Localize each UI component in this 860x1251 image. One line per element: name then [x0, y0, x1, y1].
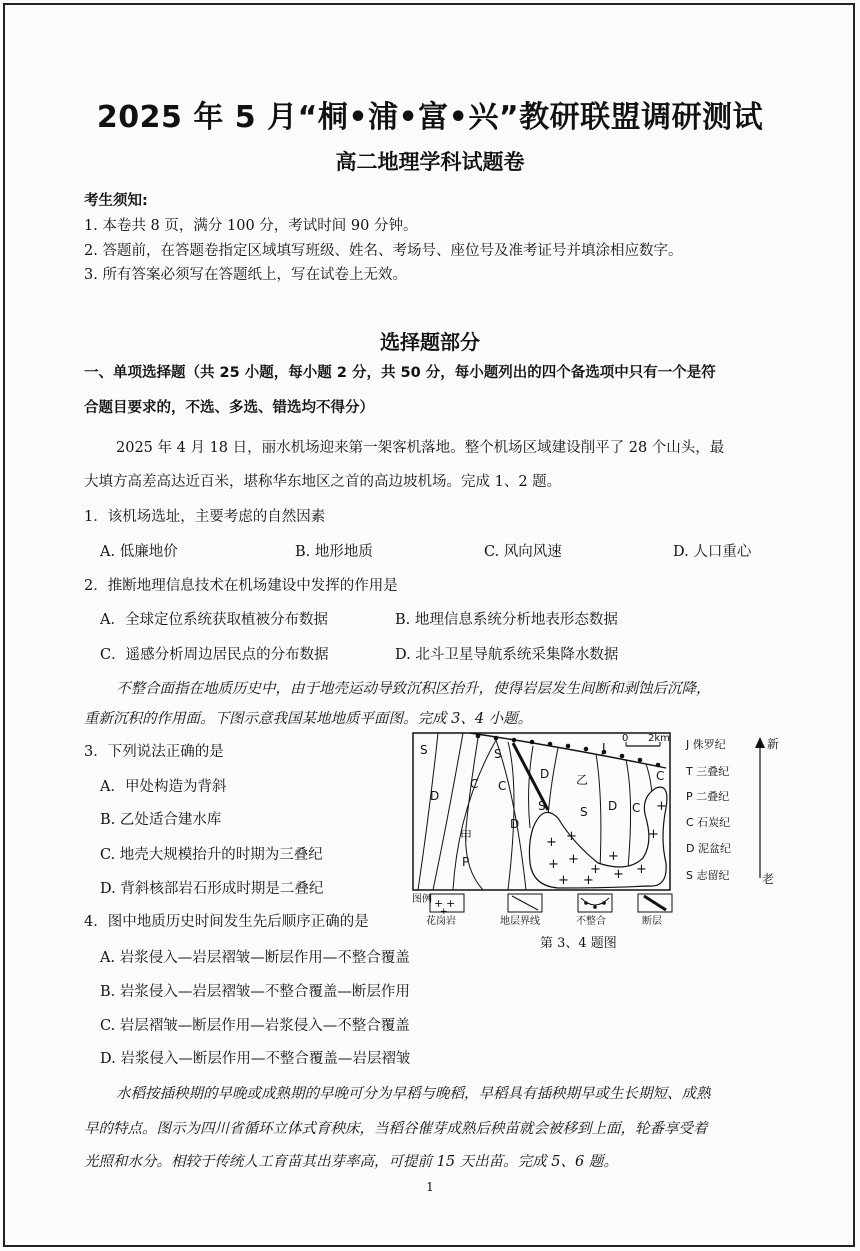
strata-legend — [685, 737, 779, 886]
page-number: 1 — [426, 1180, 434, 1194]
q4-option-b: B. 岩浆侵入—岩层褶皱—不整合覆盖—断层作用 — [100, 984, 410, 1000]
q2-option-b: B. 地理信息系统分析地表形态数据 — [395, 612, 618, 628]
svg-text:+: + — [608, 849, 619, 864]
svg-text:+: + — [546, 835, 557, 850]
passage3-line: 光照和水分。相较于传统人工育苗其出芽率高，可提前 15 天出苗。完成 5、6 题。 — [84, 1154, 618, 1170]
part1-instructions: 一、单项选择题（共 25 小题，每小题 2 分，共 50 分，每小题列出的四个备选项中只有一个是符 — [84, 365, 716, 381]
q4-option-c: C. 岩层褶皱—断层作用—岩浆侵入—不整合覆盖 — [100, 1018, 410, 1034]
area-label: D — [540, 767, 550, 781]
new-label: 新 — [767, 737, 780, 751]
notice-heading: 考生须知: — [84, 193, 148, 209]
geologic-map-figure — [408, 728, 788, 953]
q2-option-c: C．遥感分析周边居民点的分布数据 — [100, 647, 329, 663]
q3-option-c: C. 地壳大规模抬升的时期为三叠纪 — [100, 847, 323, 863]
stratum-label: J 侏罗纪 — [686, 738, 726, 751]
notice-item: 3. 所有答案必须写在答题纸上，写在试卷上无效。 — [84, 267, 407, 283]
passage2-line: 不整合面指在地质历史中，由于地壳运动导致沉积区抬升，使得岩层发生间断和剥蚀后沉降， — [116, 681, 711, 697]
stratum-label: P 二叠纪 — [686, 790, 730, 803]
area-label: 甲 — [460, 829, 473, 843]
svg-text:+: + — [440, 907, 448, 917]
svg-text:+: + — [648, 827, 659, 842]
part1-instructions-cont: 合题目要求的，不选、多选、错选均不得分） — [84, 400, 374, 416]
legend-title: 图例 — [412, 894, 432, 905]
area-label: D — [430, 789, 440, 803]
svg-text:+: + — [568, 852, 579, 867]
scale-zero: 0 — [622, 733, 629, 744]
q2-option-d: D. 北斗卫星导航系统采集降水数据 — [395, 647, 619, 663]
svg-text:+: + — [656, 799, 667, 814]
scale-bar — [622, 733, 670, 746]
area-label: C — [470, 777, 479, 791]
stratum-label: S 志留纪 — [686, 869, 730, 882]
stratum-label: T 三叠纪 — [686, 765, 730, 778]
passage1-line: 2025 年 4 月 18 日，丽水机场迎来第一架客机落地。整个机场区域建设削平了 28 个山头，最 — [116, 440, 725, 456]
svg-text:+: + — [613, 867, 624, 882]
area-label: J — [602, 741, 606, 755]
q1-option-c: C. 风向风速 — [484, 544, 562, 560]
area-label: P — [462, 855, 470, 869]
legend-fault: 断层 — [642, 916, 662, 927]
legend-boundary: 地层界线 — [500, 916, 540, 927]
figure-caption: 第 3、4 题图 — [540, 936, 617, 951]
q2-option-a: A．全球定位系统获取植被分布数据 — [100, 612, 328, 628]
exam-subtitle: 高二地理学科试题卷 — [335, 150, 525, 174]
map-legend — [412, 892, 672, 927]
q4-stem: 4．图中地质历史时间发生先后顺序正确的是 — [84, 914, 369, 930]
legend-granite: 花岗岩 — [426, 916, 456, 927]
svg-text:+: + — [548, 857, 559, 872]
area-label: S — [538, 799, 546, 813]
q3-option-a: A．甲处构造为背斜 — [100, 779, 227, 795]
passage3-line: 早的特点。图示为四川省循环立体式育秧床，当稻谷催芽成熟后秧苗就会被移到上面，轮番享受着 — [84, 1121, 708, 1137]
map-area — [413, 733, 670, 890]
q3-option-b: B. 乙处适合建水库 — [100, 812, 222, 828]
area-label: 乙 — [576, 773, 589, 787]
notice-item: 1. 本卷共 8 页，满分 100 分，考试时间 90 分钟。 — [84, 218, 418, 234]
q1-option-d: D. 人口重心 — [673, 544, 752, 560]
area-label: S — [580, 805, 588, 819]
q1-stem: 1．该机场选址，主要考虑的自然因素 — [84, 509, 326, 525]
svg-text:+: + — [566, 829, 577, 844]
area-label: S — [494, 747, 502, 761]
svg-text:+: + — [434, 897, 444, 910]
area-label: S — [420, 743, 428, 757]
q2-stem: 2．推断地理信息技术在机场建设中发挥的作用是 — [84, 578, 398, 594]
stratum-label: D 泥盆纪 — [686, 842, 731, 855]
q4-option-d: D. 岩浆侵入—断层作用—不整合覆盖—岩层褶皱 — [100, 1051, 411, 1067]
q4-option-a: A. 岩浆侵入—岩层褶皱—断层作用—不整合覆盖 — [100, 950, 410, 966]
passage2-line: 重新沉积的作用面。下图示意我国某地地质平面图。完成 3、4 小题。 — [84, 711, 533, 727]
notice-item: 2. 答题前，在答题卷指定区域填写班级、姓名、考场号、座位号及准考证号并填涂相应数字。 — [84, 243, 683, 259]
section-title: 选择题部分 — [380, 330, 480, 354]
svg-text:+: + — [583, 873, 594, 888]
q3-stem: 3．下列说法正确的是 — [84, 744, 224, 760]
svg-text:+: + — [590, 862, 601, 877]
q1-option-b: B. 地形地质 — [295, 544, 373, 560]
area-label: D — [608, 799, 618, 813]
area-label: C — [656, 769, 665, 783]
stratum-label: C 石炭纪 — [686, 816, 731, 829]
q3-option-d: D. 背斜核部岩石形成时期是二叠纪 — [100, 881, 324, 897]
arrow-up-icon — [755, 737, 765, 748]
svg-text:+: + — [446, 897, 456, 910]
scale-label: 2km — [648, 733, 670, 744]
area-label: C — [632, 801, 641, 815]
exam-title: 2025 年 5 月“桐•浦•富•兴”教研联盟调研测试 — [96, 100, 764, 135]
svg-text:+: + — [636, 862, 647, 877]
area-label: D — [510, 817, 520, 831]
q1-option-a: A. 低廉地价 — [100, 544, 178, 560]
svg-text:+: + — [558, 873, 569, 888]
area-label: C — [498, 779, 507, 793]
passage3-line: 水稻按插秧期的早晚或成熟期的早晚可分为早稻与晚稻，早稻具有插秧期早或生长期短、成熟 — [116, 1086, 711, 1102]
legend-unconformity: 不整合 — [576, 916, 606, 927]
passage1-line: 大填方高差高达近百米，堪称华东地区之首的高边坡机场。完成 1、2 题。 — [84, 474, 562, 490]
old-label: 老 — [762, 872, 775, 886]
